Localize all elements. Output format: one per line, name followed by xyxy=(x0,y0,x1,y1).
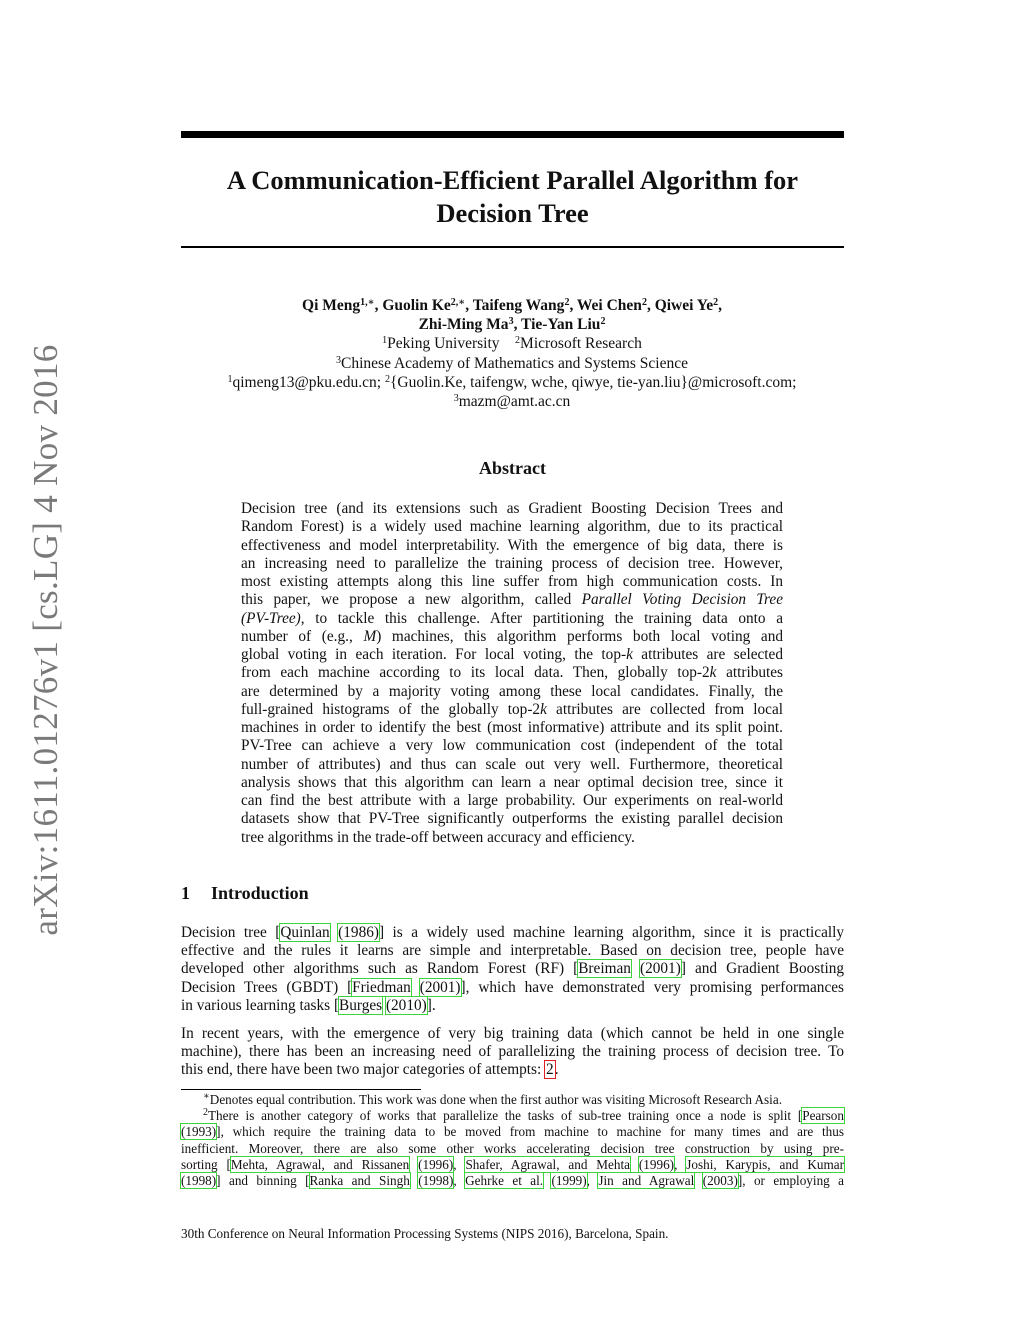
abstract-line xyxy=(241,701,783,719)
body-line xyxy=(181,979,844,997)
body-text: Decision Trees (GBDT) [ xyxy=(181,978,353,996)
footnote-1 xyxy=(181,1092,844,1108)
title-top-rule xyxy=(181,131,844,138)
affiliation-cas: Chinese Academy of Mathematics and Systems Science xyxy=(341,354,688,372)
abstract-text: number of (e.g., xyxy=(241,627,364,645)
email-amt: mazm@amt.ac.cn xyxy=(458,393,571,411)
citation-quinlan-year[interactable]: (1986) xyxy=(338,924,379,941)
citation-quinlan[interactable]: Quinlan xyxy=(280,924,330,941)
body-text: ]. xyxy=(426,996,436,1014)
citation-gehrke[interactable]: Gehrke et al. xyxy=(465,1173,544,1189)
author-separator: , xyxy=(718,297,722,314)
affiliation-line-2 xyxy=(150,354,874,373)
author-name: , Wei Chen xyxy=(569,297,642,314)
author-sup: 2 xyxy=(564,297,570,308)
citation-friedman-year[interactable]: (2001) xyxy=(419,978,461,996)
abstract-line: an increasing need to parallelize the training process of decision tree. However, xyxy=(241,554,783,572)
author-sup: 2 xyxy=(600,316,606,328)
footnote-text: , xyxy=(586,1173,599,1189)
author-sup: 1,∗ xyxy=(360,297,375,308)
abstract-heading: Abstract xyxy=(479,458,546,478)
citation-gehrke-year[interactable]: (1999) xyxy=(551,1173,587,1189)
author-name: , Tie-Yan Liu xyxy=(513,316,601,334)
abstract-line: Decision tree (and its extensions such as Gradient Boosting Decision Trees and xyxy=(241,500,783,517)
section-number: 1 xyxy=(181,883,190,903)
email-microsoft: {Guolin.Ke, taifengw, wche, qiwye, tie-yan.liu}@microsoft.com; xyxy=(389,373,797,391)
author-line-2 xyxy=(150,315,874,334)
citation-joshi-year[interactable]: (1998) xyxy=(181,1173,217,1189)
abstract-line: tree algorithms in the trade-off between accuracy and efficiency. xyxy=(241,828,635,846)
abstract-line: number of attributes) and thus can scale out very well. Furthermore, theoretical xyxy=(241,755,783,773)
citation-breiman-year[interactable]: (2001) xyxy=(640,960,681,978)
author-sup: 3 xyxy=(508,316,514,328)
author-block xyxy=(150,296,874,411)
math-k: k xyxy=(709,664,717,682)
section-title: Introduction xyxy=(211,883,309,903)
footnote-2-line-2 xyxy=(181,1124,844,1140)
body-text: ], which have demonstrated very promising performances xyxy=(460,978,844,996)
footnote-2-line-5 xyxy=(181,1173,844,1189)
abstract-text: , to tackle this challenge. After partitioning the training data onto a xyxy=(300,609,783,627)
body-text: ] and Gradient Boosting xyxy=(680,960,845,978)
abstract-text: full-grained histograms of the globally top-2 xyxy=(241,700,541,718)
author-line-1 xyxy=(150,296,874,315)
pv-tree-abbrev: (PV-Tree) xyxy=(241,609,301,627)
citation-burges-year[interactable]: (2010) xyxy=(385,996,427,1014)
citation-shafer-year[interactable]: (1996) xyxy=(638,1156,675,1172)
abstract-line: are determined by a majority voting among these local candidates. Finally, the xyxy=(241,682,783,700)
abstract-line: most existing attempts along this line suffer from high communication costs. In xyxy=(241,573,783,590)
citation-pearson[interactable]: Pearson xyxy=(802,1108,844,1124)
author-name: , Taifeng Wang xyxy=(465,297,565,314)
body-line: machine), there has been an increasing need of parallelizing the training process of decision tree. To xyxy=(181,1043,844,1061)
footnote-text: , xyxy=(674,1156,687,1172)
affiliation-sup: 2 xyxy=(515,335,521,347)
paper-title xyxy=(181,164,844,230)
abstract-text: from each machine according to its local data. Then, globally top-2 xyxy=(241,664,710,682)
footnote-text: There is another category of works that parallelize the tasks of sub-tree training once a node is split [ xyxy=(208,1108,803,1124)
author-sup: 2,∗ xyxy=(450,297,466,308)
math-M: M xyxy=(363,627,377,645)
citation-pearson-year[interactable]: (1993) xyxy=(181,1124,217,1140)
abstract-text: ) machines, this algorithm performs both local voting and xyxy=(376,627,783,645)
footnote-2-line-4 xyxy=(181,1157,844,1173)
email-sup: 3 xyxy=(453,393,459,405)
abstract-line: machines in order to identify the best (most informative) attribute and its split point. xyxy=(241,719,783,736)
email-sup: 2 xyxy=(384,373,390,385)
venue-footer: 30th Conference on Neural Information Processing Systems (NIPS 2016), Barcelona, Spain. xyxy=(181,1226,669,1241)
footnote-text: , xyxy=(453,1156,466,1172)
citation-shafer[interactable]: Shafer, Agrawal, and Mehta xyxy=(465,1156,630,1172)
abstract-text: attributes are collected from local xyxy=(546,700,783,718)
citation-friedman[interactable]: Friedman xyxy=(352,978,411,996)
footnote-text: ], which require the training data to be moved from machine to machine for many times and are thus xyxy=(216,1124,844,1140)
author-sup: 2 xyxy=(641,297,647,308)
math-k: k xyxy=(540,700,547,718)
footnote-text: sorting [ xyxy=(181,1156,231,1172)
footnote-text: Denotes equal contribution. This work was done when the first author was visiting Microsoft Research Asia. xyxy=(209,1092,782,1107)
abstract-line: PV-Tree can achieve a very low communication cost (independent of the total xyxy=(241,737,783,755)
footnote-text: , xyxy=(453,1173,466,1189)
email-line-2 xyxy=(150,392,874,411)
author-name: , Guolin Ke xyxy=(374,297,451,314)
body-line xyxy=(181,960,844,978)
footnote-mark: ∗ xyxy=(203,1091,210,1102)
citation-jin-year[interactable]: (2003) xyxy=(702,1173,738,1189)
email-pku: qimeng13@pku.edu.cn; xyxy=(232,373,385,391)
abstract-line xyxy=(241,591,783,609)
intro-paragraph-1 xyxy=(181,924,844,1015)
abstract-text: global voting in each iteration. For local voting, the top- xyxy=(241,646,627,663)
abstract-line xyxy=(241,664,783,682)
body-line: In recent years, with the emergence of very big training data (which cannot be held in one single xyxy=(181,1025,844,1042)
body-line xyxy=(181,924,844,942)
abstract-text: attributes xyxy=(716,664,783,682)
abstract-text: this paper, we propose a new algorithm, called xyxy=(241,591,582,609)
body-text: . xyxy=(554,1061,559,1079)
footnote-text: ], or employing a xyxy=(737,1173,845,1189)
citation-ranka-year[interactable]: (1998) xyxy=(418,1173,454,1189)
body-text: in various learning tasks [ xyxy=(181,996,340,1014)
footnote-2-line-1 xyxy=(181,1108,844,1124)
email-line-1 xyxy=(150,373,874,392)
body-text: Decision tree [ xyxy=(181,924,281,941)
abstract-body xyxy=(241,500,783,847)
citation-jin[interactable]: Jin and Agrawal xyxy=(598,1173,695,1189)
footnote-mark: 2 xyxy=(203,1107,208,1119)
abstract-line xyxy=(241,610,783,628)
footnote-ref-2[interactable]: 2 xyxy=(546,1061,554,1079)
affiliation-peking: Peking University xyxy=(387,335,500,353)
citation-joshi[interactable]: Joshi, Karypis, and Kumar xyxy=(686,1156,845,1172)
body-text: this end, there have been two major categories of attempts: xyxy=(181,1061,546,1079)
arxiv-identifier: arXiv:1611.01276v1 [cs.LG] 4 Nov 2016 xyxy=(26,344,65,936)
footnotes xyxy=(181,1092,844,1189)
author-name: Qi Meng xyxy=(302,297,361,314)
author-name: Zhi-Ming Ma xyxy=(418,316,509,334)
body-text: ] is a widely used machine learning algorithm, since it is practically xyxy=(378,924,845,941)
math-k: k xyxy=(626,646,633,663)
abstract-line: can find the best attribute with a large probability. Our experiments on real-world xyxy=(241,792,783,809)
citation-burges[interactable]: Burges xyxy=(339,996,383,1014)
affiliation-microsoft: Microsoft Research xyxy=(520,335,642,353)
abstract-line xyxy=(241,646,783,664)
affiliation-sup: 3 xyxy=(336,354,342,366)
body-line xyxy=(181,1061,844,1079)
citation-ranka[interactable]: Ranka and Singh xyxy=(309,1173,410,1189)
abstract-line: analysis shows that this algorithm can learn a near optimal decision tree, since it xyxy=(241,773,783,791)
affiliation-line-1 xyxy=(150,334,874,353)
author-name: , Qiwei Ye xyxy=(646,297,714,314)
intro-paragraph-2 xyxy=(181,1025,844,1080)
citation-mehta-year[interactable]: (1996) xyxy=(418,1156,454,1172)
footnote-text: ] and binning [ xyxy=(216,1173,310,1189)
affiliation-sup: 1 xyxy=(382,335,388,347)
body-text: developed other algorithms such as Random Forest (RF) [ xyxy=(181,960,579,978)
body-line: effective and the rules it learns are simple and interpretable. Based on decision tree, people have xyxy=(181,942,844,960)
title-line-1: A Communication-Efficient Parallel Algorithm for xyxy=(226,165,799,195)
abstract-line xyxy=(241,628,783,646)
footnote-2-line-3: inefficient. Moreover, there are also some other works accelerating decision tree construction by using pre- xyxy=(181,1140,844,1156)
abstract-line: Random Forest) is a widely used machine learning algorithm, due to its practical xyxy=(241,518,783,536)
section-heading-introduction xyxy=(181,882,309,904)
body-line xyxy=(181,997,844,1015)
title-line-2: Decision Tree xyxy=(436,198,589,228)
pv-tree-name: Parallel Voting Decision Tree xyxy=(581,591,783,609)
title-bottom-rule xyxy=(181,246,844,248)
citation-breiman[interactable]: Breiman xyxy=(578,960,631,978)
footnote-rule xyxy=(181,1089,421,1090)
abstract-text: attributes are selected xyxy=(632,646,783,663)
abstract-line: effectiveness and model interpretability. With the emergence of big data, there is xyxy=(241,536,783,554)
email-sup: 1 xyxy=(227,373,233,385)
author-sup: 2 xyxy=(713,297,719,308)
abstract-line: datasets show that PV-Tree significantly outperforms the existing parallel decision xyxy=(241,810,783,828)
citation-mehta[interactable]: Mehta, Agrawal, and Rissanen xyxy=(230,1156,410,1172)
